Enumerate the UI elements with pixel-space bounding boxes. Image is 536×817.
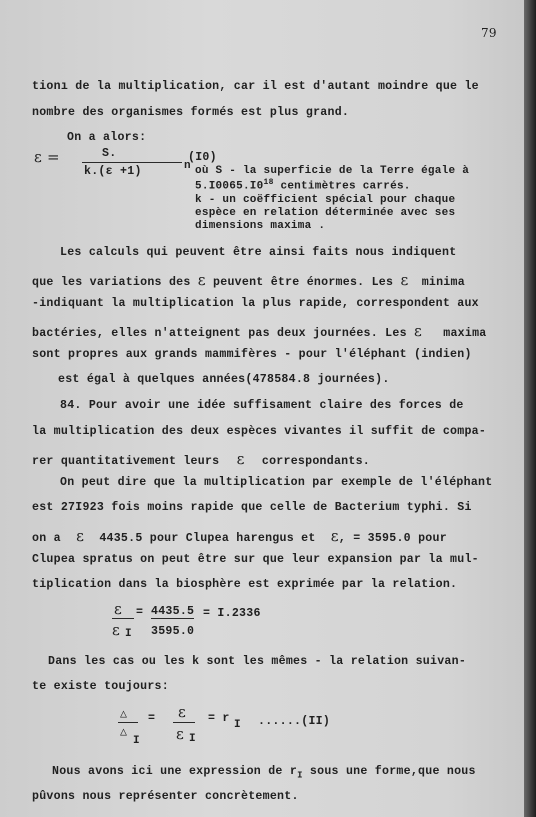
definition-line-2: $5.I0065.I0^{18}$ centimètres carrés.: [195, 178, 411, 193]
text-para-3-line-2: est 27I923 fois moins rapide que celle de Bacterium typhi. Si: [32, 501, 472, 514]
epsilon-symbol: ε: [400, 271, 409, 289]
epsilon-symbol: ε: [197, 271, 206, 289]
text-line-3: On a alors:: [67, 131, 147, 144]
delta-numerator-icon: △: [120, 708, 128, 721]
ratio-denominator-subscript: I: [125, 628, 132, 640]
formula-II-denominator-subscript: I: [189, 733, 196, 745]
formula-10-bar: [82, 162, 182, 163]
text-para-3-line-3: on a ε 4435.5 pour Clupea harengus et ε, = 3595.0 pour: [32, 527, 447, 545]
text-para-3-line-5: tiplication dans la biosphère est exprimée par la relation.: [32, 578, 458, 591]
formula-II-equals-1: =: [148, 712, 156, 725]
text-para-2-line-3: rer quantitativement leurs ε correspondants.: [32, 450, 370, 468]
formula-10-denominator: k.(ε +1): [84, 165, 142, 178]
text-para-2-line-2: la multiplication des deux espèces vivantes il suffit de compa-: [32, 425, 487, 438]
definition-line-1: où S - la superficie de la Terre égale à: [195, 165, 470, 177]
epsilon-symbol: ε: [236, 450, 245, 468]
text-para-4-line-1: Dans les cas ou les k sont les mêmes - la relation suivan-: [48, 655, 467, 668]
text-para-1-line-4: bactéries, elles n'atteignent pas deux journées. Les ε maxima: [32, 322, 487, 340]
formula-II-denominator-epsilon: ε: [176, 725, 185, 743]
text-para-5-line-2: pûvons nous représenter concrètement.: [32, 790, 299, 803]
epsilon-symbol: ε: [330, 527, 339, 545]
definition-line-4: espèce en relation déterminée avec ses: [195, 207, 456, 219]
epsilon-symbol: ε: [76, 527, 85, 545]
text-para-1-line-5: sont propres aux grands mammifères - pour l'éléphant (indien): [32, 348, 472, 361]
text-para-1-line-6: est égal à quelques années(478584.8 journées).: [58, 373, 390, 386]
definition-line-3: k - un coëfficient spécial pour chaque: [195, 194, 456, 206]
text-para-3-line-1: On peut dire que la multiplication par exemple de l'éléphant: [60, 476, 493, 489]
formula-II-rhs: = r: [208, 712, 230, 725]
formula-II-bar: [173, 722, 195, 723]
delta-denominator-icon: △: [120, 726, 128, 739]
delta-subscript: I: [133, 735, 140, 747]
formula-10-exponent: n: [184, 160, 191, 172]
text-line-1: tionı de la multiplication, car il est d'autant moindre que le: [32, 80, 479, 93]
formula-II-numerator-epsilon: ε: [178, 703, 187, 721]
ratio-result: = I.2336: [203, 607, 261, 620]
formula-10-lhs: ε =: [34, 148, 60, 166]
ratio-numerator-epsilon: ε: [114, 600, 123, 618]
ratio-bar: [112, 618, 134, 619]
formula-10-label: (I0): [188, 151, 217, 164]
ratio-numerator-value: 4435.5: [151, 605, 195, 618]
ratio-denominator-value: 3595.0: [151, 625, 195, 638]
text-para-5-line-1: Nous avons ici une expression de $r_I$ sous une forme,que nous: [52, 765, 476, 781]
text-para-3-line-4: Clupea spratus on peut être sur que leur expansion par la mul-: [32, 553, 479, 566]
text-para-1-line-3: -indiquant la multiplication la plus rapide, correspondent aux: [32, 297, 479, 310]
definition-line-5: dimensions maxima .: [195, 220, 326, 232]
text-para-4-line-2: te existe toujours:: [32, 680, 169, 693]
ratio-denominator-epsilon: ε: [112, 621, 121, 639]
formula-10-numerator: S.: [102, 147, 117, 160]
page-number: 79: [481, 26, 497, 40]
page-shadow-edge: [524, 0, 536, 817]
text-line-2: nombre des organismes formés est plus grand.: [32, 106, 350, 119]
formula-II-label: ......(II): [258, 715, 331, 728]
text-para-1-line-2: que les variations des ε peuvent être énormes. Les ε minima: [32, 271, 465, 289]
ratio-equals: =: [136, 606, 144, 619]
text-para-1-line-1: Les calculs qui peuvent être ainsi faits nous indiquent: [60, 246, 457, 259]
text-para-2-line-1: 84. Pour avoir une idée suffisament claire des forces de: [60, 399, 464, 412]
epsilon-symbol: ε: [414, 322, 423, 340]
formula-II-rhs-subscript: I: [234, 719, 241, 731]
